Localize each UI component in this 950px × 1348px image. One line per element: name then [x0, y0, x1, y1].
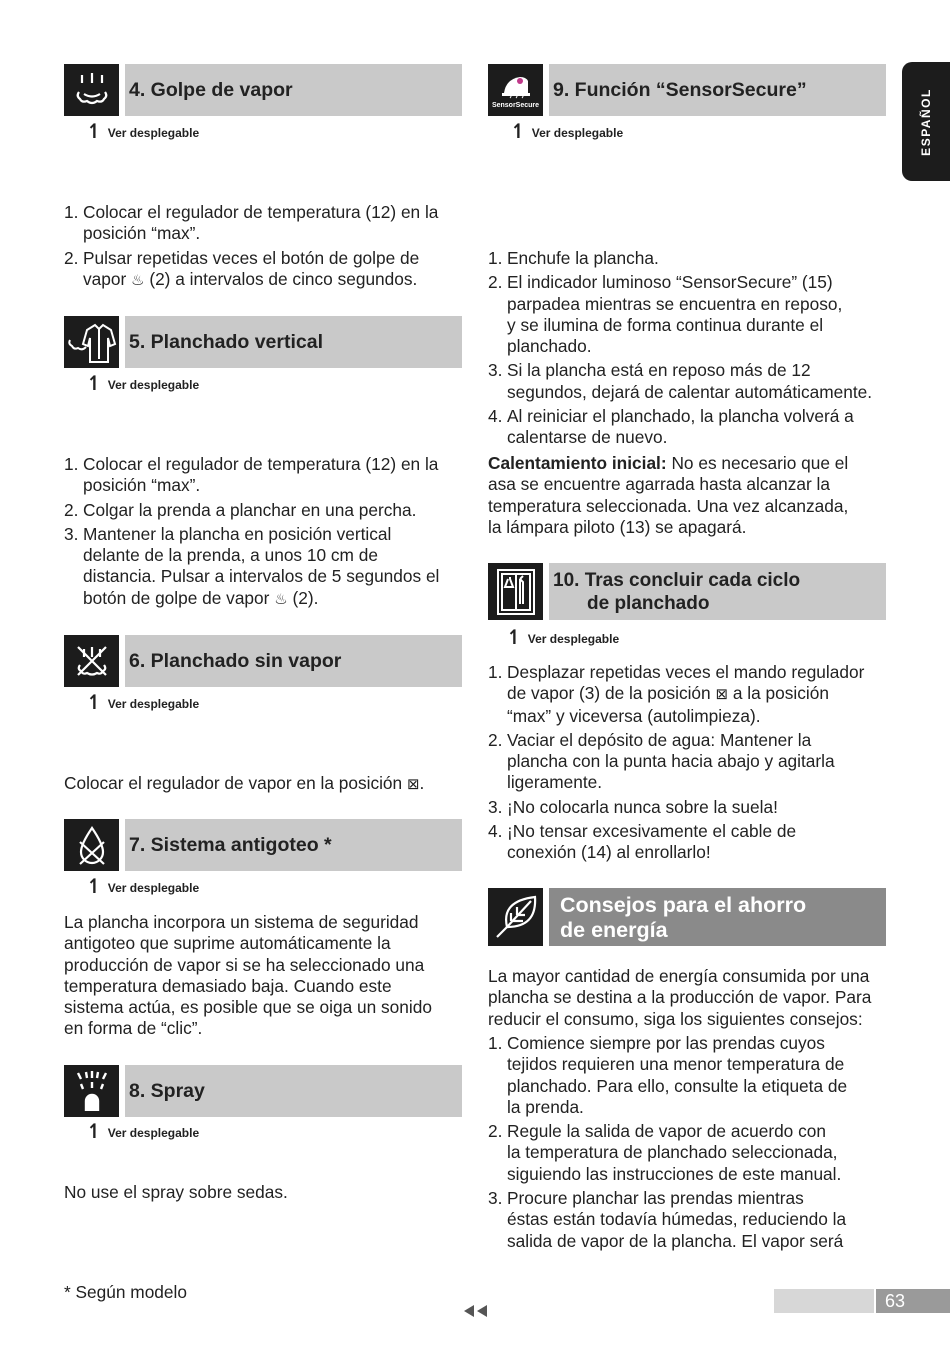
wardrobe-icon — [488, 563, 543, 620]
list-item: 1. Desplazar repetidas veces el mando regulador de vapor (3) de la posición ⊠ a la posición “max” y viceversa (autolimpieza). — [488, 662, 865, 726]
fold-arrow-icon: ↿ — [510, 119, 527, 143]
section-title: 8. Spray — [125, 1065, 462, 1117]
list-item: 1. Enchufe la plancha. — [488, 248, 659, 268]
spray-text: No use el spray sobre sedas. — [64, 1182, 288, 1202]
list-item: 2. Pulsar repetidas veces el botón de golpe de vapor ♨ (2) a intervalos de cinco segundos. — [64, 247, 420, 289]
section-header-antigoteo — [64, 819, 462, 871]
section-title: 4. Golpe de vapor — [125, 64, 462, 116]
section-header-sin-vapor — [64, 635, 462, 687]
consejos-intro: La mayor cantidad de energía consumida por una plancha se destina a la producción de vapor. Para reducir el consumo, siga los siguientes consejos: — [488, 966, 872, 1029]
list-item: 2. Vaciar el depósito de agua: Mantener la plancha con la punta hacia abajo y agitarla ligeramente. — [488, 729, 835, 793]
section-header-golpe — [64, 64, 462, 116]
page-bar — [774, 1289, 874, 1313]
section-header-tras — [488, 563, 886, 620]
ver-desplegable-note: ↿ Ver desplegable — [86, 371, 200, 395]
list-item: 3. Si la plancha está en reposo más de 12 segundos, dejará de calentar automáticamente. — [488, 360, 873, 402]
section-header-sensor — [488, 64, 886, 116]
section-title: 10. Tras concluir cada ciclo de planchado — [549, 563, 886, 620]
fold-arrow-icon: ↿ — [86, 874, 103, 898]
vertical-steps — [64, 454, 464, 613]
tras-steps — [488, 662, 898, 867]
list-item: 3. Mantener la plancha en posición vertical delante de la prenda, a unos 10 cm de distancia. Pulsar a intervalos de 5 segundos el botón de golpe de vapor ♨ (2). — [64, 523, 440, 608]
sensorsecure-icon: SensorSecure — [488, 64, 543, 116]
vertical-ironing-icon — [64, 316, 119, 368]
page-number: 63 — [876, 1289, 950, 1313]
fold-arrow-icon: ↿ — [86, 119, 103, 143]
list-item: 1. Colocar el regulador de temperatura (12) en la posición “max”. — [64, 454, 439, 496]
section-title: Consejos para el ahorro de energía — [549, 888, 886, 946]
list-item: 2. Regule la salida de vapor de acuerdo con la temperatura de planchado seleccionada, siguiendo las instrucciones de este manual. — [488, 1121, 842, 1184]
ver-desplegable-note: ↿ Ver desplegable — [86, 874, 200, 898]
ver-desplegable-note: ↿ Ver desplegable — [86, 1119, 200, 1143]
no-steam-icon: ⊠ — [406, 775, 420, 793]
list-item: 1. Comience siempre por las prendas cuyos tejidos requieren una menor temperatura de planchado. Para ello, consulte la etiqueta de la prenda. — [488, 1033, 848, 1117]
spray-icon — [64, 1065, 119, 1117]
list-item: 4. Al reiniciar el planchado, la plancha volverá a calentarse de nuevo. — [488, 406, 854, 448]
language-label: ESPAÑOL — [919, 87, 933, 156]
section-title: 5. Planchado vertical — [125, 316, 462, 368]
list-item: 1. Colocar el regulador de temperatura (12) en la posición “max”. — [64, 202, 439, 244]
language-tab — [902, 62, 950, 181]
fold-arrow-icon: ↿ — [86, 690, 103, 714]
footnote: * Según modelo — [64, 1282, 187, 1302]
list-item: 2. El indicador luminoso “SensorSecure” (15) parpadea mientras se encuentra en reposo, y se ilumina de forma continua durante el planchado. — [488, 272, 843, 357]
sensor-steps — [488, 248, 888, 452]
consejos-list — [488, 1033, 898, 1255]
section-header-vertical — [64, 316, 462, 368]
steam-shot-icon — [64, 64, 119, 116]
anti-drip-icon — [64, 819, 119, 871]
section-header-spray — [64, 1065, 462, 1117]
section-title: 9. Función “SensorSecure” — [549, 64, 886, 116]
leaf-icon — [488, 888, 543, 946]
no-steam-icon: ⊠ — [715, 685, 729, 704]
back-arrows-icon[interactable] — [462, 1304, 488, 1323]
section-title: 7. Sistema antigoteo * — [125, 819, 462, 871]
ver-desplegable-note: ↿ Ver desplegable — [86, 690, 200, 714]
fold-arrow-icon: ↿ — [86, 371, 103, 395]
fold-arrow-icon: ↿ — [86, 1119, 103, 1143]
list-item: 4. ¡No tensar excesivamente el cable de conexión (14) al enrollarlo! — [488, 821, 797, 863]
list-item: 3. Procure planchar las prendas mientras éstas están todavía húmedas, reduciendo la salida de vapor de la plancha. El vapor será — [488, 1188, 847, 1251]
sin-vapor-text: Colocar el regulador de vapor en la posición ⊠. — [64, 773, 425, 793]
ver-desplegable-note: ↿ Ver desplegable — [506, 625, 620, 649]
ver-desplegable-note: ↿ Ver desplegable — [86, 119, 200, 143]
steam-shot-icon: ♨ — [274, 589, 288, 608]
no-steam-icon — [64, 635, 119, 687]
section-header-consejos — [488, 888, 886, 946]
fold-arrow-icon: ↿ — [506, 625, 523, 649]
calentamiento-text: Calentamiento inicial: No es necesario que el asa se encuentre agarrada hasta alcanzar la temperatura seleccionada. Una vez alcanzada, la lámpara piloto (13) se apagará. — [488, 453, 849, 537]
list-item: 3. ¡No colocarla nunca sobre la suela! — [488, 796, 778, 817]
steam-shot-icon: ♨ — [131, 270, 145, 289]
section-title: 6. Planchado sin vapor — [125, 635, 462, 687]
ver-desplegable-note: ↿ Ver desplegable — [510, 119, 624, 143]
antigoteo-text: La plancha incorpora un sistema de seguridad antigoteo que suprime automáticamente la producción de vapor si se ha seleccionado una temperatura demasiado baja. Cuando este sistema actúa, es posible que se oiga un sonido en forma de “clic”. — [64, 912, 432, 1039]
golpe-steps — [64, 202, 464, 294]
list-item: 2. Colgar la prenda a planchar en una percha. — [64, 499, 417, 520]
